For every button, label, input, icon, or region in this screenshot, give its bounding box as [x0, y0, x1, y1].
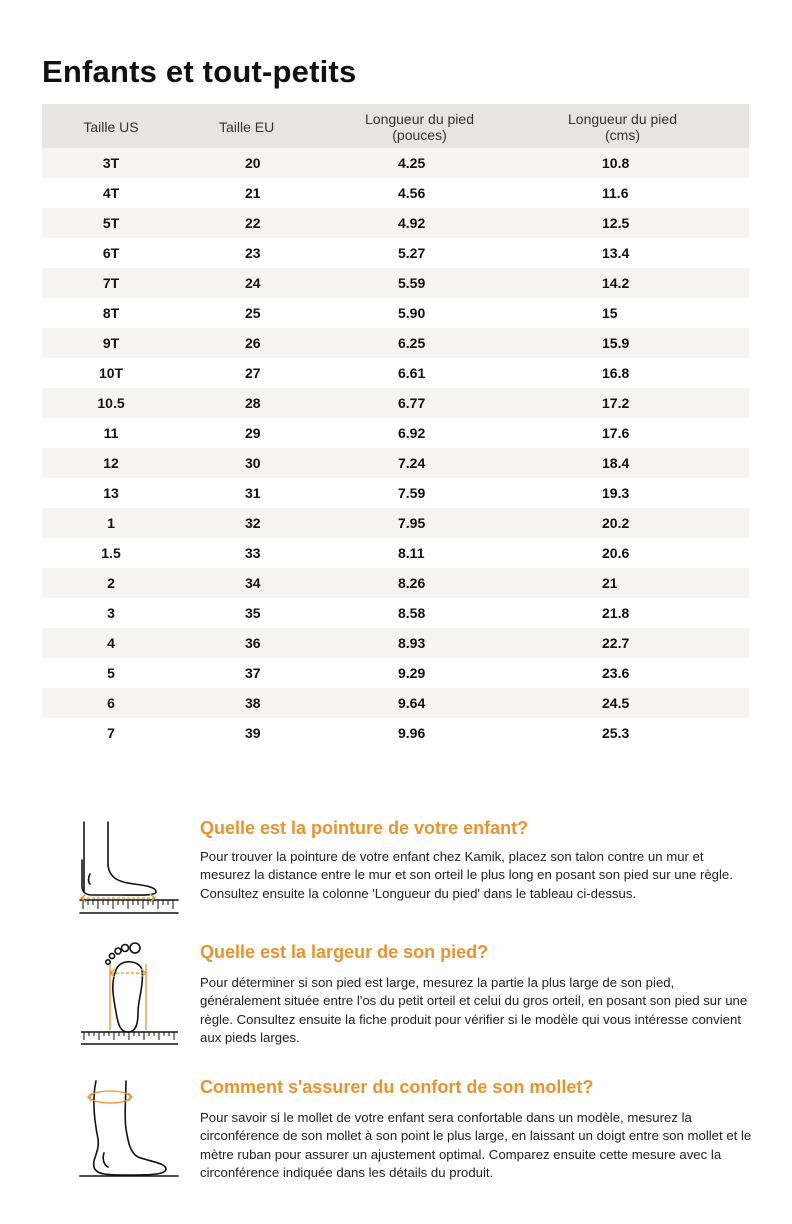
- table-row: [42, 688, 749, 718]
- cell-foot-length-cm: 17.6: [602, 425, 630, 441]
- cell-eu-size: 23: [245, 245, 261, 261]
- cell-eu-size: 30: [245, 455, 261, 471]
- cell-foot-length-inches: 8.58: [398, 605, 426, 621]
- cell-foot-length-inches: 7.95: [398, 515, 426, 531]
- table-row: [42, 478, 749, 508]
- cell-eu-size: 39: [245, 725, 261, 741]
- cell-us-size: 11: [103, 425, 119, 441]
- tip-foot-width-text: Pour déterminer si son pied est large, mesurez la partie la plus large de son pied, généralement située entre l'os du petit orteil et celui du gros orteil, en posant son pied sur une règle. Consultez ensuite la fiche produit pour vérifier si le modèle qui vous intéresse convient aux pieds larges.: [200, 975, 748, 1045]
- tip-calf-comfort: [0, 1075, 792, 1185]
- table-row: [42, 418, 749, 448]
- cell-foot-length-cm: 22.7: [602, 635, 630, 651]
- cell-foot-length-inches: 4.56: [398, 185, 426, 201]
- cell-us-size: 5T: [102, 215, 120, 231]
- size-chart-table: [42, 104, 749, 748]
- header-us-size-label: Taille US: [83, 119, 139, 135]
- header-foot-length-inches: [328, 104, 528, 148]
- cell-eu-size: 29: [245, 425, 261, 441]
- cell-foot-length-inches: 8.26: [398, 575, 426, 591]
- cell-us-size: 2: [107, 575, 115, 591]
- cell-eu-size: 24: [245, 275, 261, 291]
- tip-foot-width: [0, 940, 792, 1055]
- cell-us-size: 9T: [102, 335, 120, 351]
- header-eu-size: [180, 104, 328, 148]
- table-row: [42, 238, 749, 268]
- table-row: [42, 178, 749, 208]
- cell-us-size: 7T: [102, 275, 120, 291]
- table-row: [42, 658, 749, 688]
- foot-sole-width-icon: [78, 940, 182, 1050]
- cell-foot-length-cm: 21: [602, 575, 618, 591]
- cell-eu-size: 22: [245, 215, 261, 231]
- table-row: [42, 148, 749, 178]
- cell-us-size: 3T: [102, 155, 120, 171]
- cell-us-size: 13: [103, 485, 119, 501]
- cell-eu-size: 31: [245, 485, 261, 501]
- cell-foot-length-cm: 14.2: [602, 275, 630, 291]
- cell-foot-length-inches: 6.92: [398, 425, 426, 441]
- cell-foot-length-cm: 15.9: [602, 335, 630, 351]
- cell-us-size: 8T: [102, 305, 120, 321]
- table-row: [42, 508, 749, 538]
- cell-us-size: 6: [107, 695, 115, 711]
- cell-foot-length-cm: 13.4: [602, 245, 630, 261]
- cell-us-size: 5: [107, 665, 115, 681]
- table-row: [42, 628, 749, 658]
- table-row: [42, 328, 749, 358]
- cell-us-size: 10.5: [97, 395, 125, 411]
- cell-foot-length-cm: 11.6: [602, 185, 629, 201]
- table-row: [42, 448, 749, 478]
- cell-eu-size: 26: [245, 335, 261, 351]
- cell-us-size: 3: [107, 605, 115, 621]
- cell-foot-length-inches: 6.61: [398, 365, 426, 381]
- cell-foot-length-cm: 20.6: [602, 545, 630, 561]
- tip-shoe-size-text: Pour trouver la pointure de votre enfant chez Kamik, placez son talon contre un mur et mesurez la distance entre le mur et son orteil le plus long en posant son pied sur une règle. Consultez ensuite la colonne 'Longueur du pied' dans le tableau ci-dessus.: [200, 849, 733, 901]
- header-eu-size-label: Taille EU: [219, 119, 275, 135]
- cell-us-size: 6T: [102, 245, 120, 261]
- cell-eu-size: 27: [245, 365, 261, 381]
- cell-eu-size: 36: [245, 635, 261, 651]
- cell-us-size: 4: [107, 635, 115, 651]
- header-foot-length-inches-line2: (pouces): [392, 127, 447, 143]
- cell-foot-length-cm: 18.4: [602, 455, 630, 471]
- cell-us-size: 1: [107, 515, 115, 531]
- cell-us-size: 1.5: [101, 545, 121, 561]
- header-foot-length-inches-line1: Longueur du pied: [365, 111, 474, 127]
- cell-foot-length-inches: 6.25: [398, 335, 426, 351]
- table-row: [42, 388, 749, 418]
- cell-foot-length-inches: 7.24: [398, 455, 426, 471]
- table-row: [42, 718, 749, 748]
- cell-foot-length-cm: 21.8: [602, 605, 630, 621]
- cell-eu-size: 32: [245, 515, 261, 531]
- cell-foot-length-inches: 8.11: [398, 545, 425, 561]
- cell-foot-length-cm: 19.3: [602, 485, 630, 501]
- cell-us-size: 12: [103, 455, 119, 471]
- page-title: Enfants et tout-petits: [42, 54, 357, 89]
- table-row: [42, 598, 749, 628]
- cell-foot-length-cm: 16.8: [602, 365, 630, 381]
- tip-foot-width-heading: Quelle est la largeur de son pied?: [200, 942, 489, 962]
- tip-calf-comfort-heading: Comment s'assurer du confort de son mollet?: [200, 1077, 594, 1097]
- table-row: [42, 538, 749, 568]
- cell-foot-length-inches: 5.59: [398, 275, 426, 291]
- cell-foot-length-cm: 15: [602, 305, 618, 321]
- cell-eu-size: 25: [245, 305, 261, 321]
- cell-eu-size: 34: [245, 575, 261, 591]
- cell-us-size: 7: [107, 725, 115, 741]
- tip-calf-comfort-text: Pour savoir si le mollet de votre enfant sera confortable dans un modèle, mesurez la circonférence de son mollet à son point le plus large, en laissant un doigt entre son mollet et le mètre ruban pour assurer un ajustement optimal. Comparez ensuite cette mesure avec la circonférence indiquée dans les détails du produit.: [200, 1110, 752, 1180]
- cell-foot-length-cm: 20.2: [602, 515, 630, 531]
- cell-foot-length-cm: 17.2: [602, 395, 630, 411]
- cell-eu-size: 37: [245, 665, 261, 681]
- table-row: [42, 358, 749, 388]
- cell-foot-length-inches: 5.90: [398, 305, 426, 321]
- header-foot-length-cm: [528, 104, 749, 148]
- table-row: [42, 298, 749, 328]
- header-foot-length-cm-line2: (cms): [605, 127, 640, 143]
- cell-foot-length-inches: 8.93: [398, 635, 426, 651]
- cell-foot-length-inches: 9.96: [398, 725, 426, 741]
- cell-eu-size: 21: [245, 185, 261, 201]
- cell-eu-size: 38: [245, 695, 261, 711]
- cell-foot-length-inches: 4.92: [398, 215, 426, 231]
- calf-circumference-icon: [78, 1079, 182, 1179]
- cell-eu-size: 28: [245, 395, 261, 411]
- cell-foot-length-cm: 24.5: [602, 695, 630, 711]
- cell-us-size: 4T: [102, 185, 120, 201]
- cell-foot-length-inches: 6.77: [398, 395, 426, 411]
- table-row: [42, 208, 749, 238]
- cell-foot-length-inches: 9.29: [398, 665, 426, 681]
- cell-foot-length-cm: 25.3: [602, 725, 630, 741]
- tip-shoe-size: [0, 818, 792, 928]
- table-body: [42, 148, 749, 748]
- tip-shoe-size-heading: Quelle est la pointure de votre enfant?: [200, 818, 529, 838]
- cell-eu-size: 35: [245, 605, 261, 621]
- foot-side-ruler-icon: [78, 820, 182, 920]
- table-row: [42, 268, 749, 298]
- header-foot-length-cm-line1: Longueur du pied: [568, 111, 677, 127]
- cell-foot-length-cm: 10.8: [602, 155, 630, 171]
- cell-eu-size: 33: [245, 545, 261, 561]
- cell-foot-length-inches: 9.64: [398, 695, 426, 711]
- cell-eu-size: 20: [245, 155, 261, 171]
- cell-foot-length-inches: 4.25: [398, 155, 426, 171]
- table-header-row: [42, 104, 749, 148]
- table-row: [42, 568, 749, 598]
- cell-foot-length-cm: 12.5: [602, 215, 630, 231]
- cell-foot-length-inches: 5.27: [398, 245, 426, 261]
- cell-foot-length-inches: 7.59: [398, 485, 426, 501]
- cell-foot-length-cm: 23.6: [602, 665, 630, 681]
- header-us-size: [42, 104, 180, 148]
- cell-us-size: 10T: [98, 365, 124, 381]
